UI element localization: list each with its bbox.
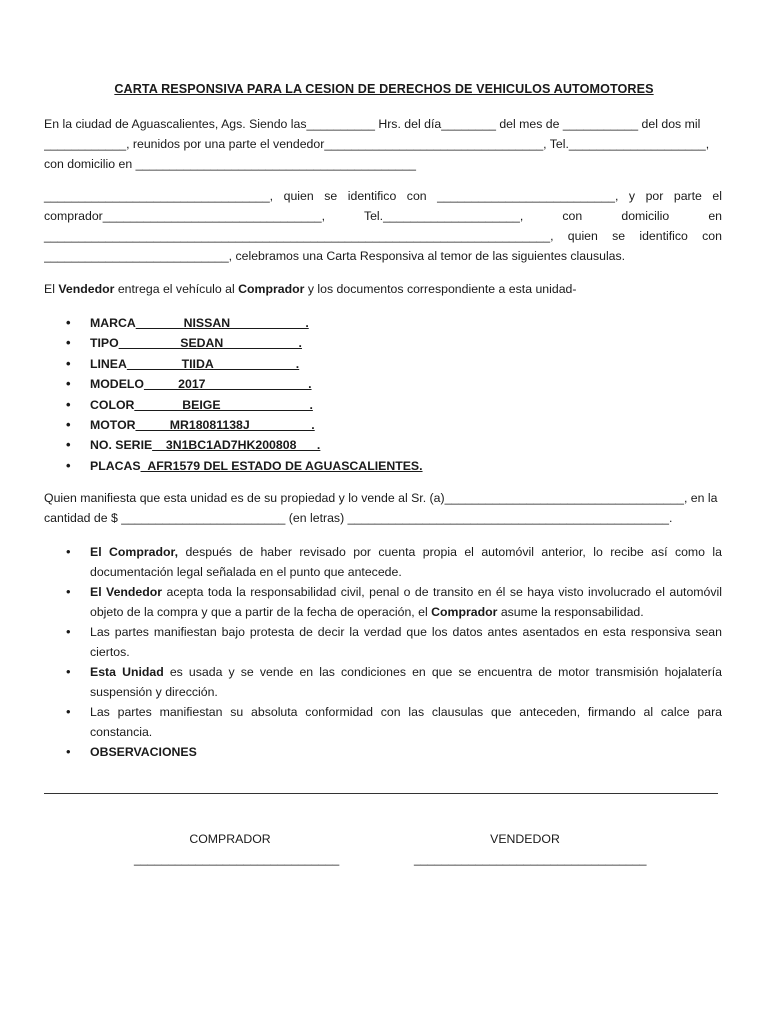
observaciones-rule [44, 793, 718, 794]
signature-vendedor [414, 829, 647, 869]
clause-2-bold-1: El Vendedor [90, 585, 163, 599]
spec-marca-value: _______NISSAN___________. [135, 316, 309, 330]
spec-tipo-label: TIPO [90, 336, 119, 351]
signature-vendedor-line: __________________________________ [414, 852, 647, 866]
signature-comprador-line: ______________________________ [134, 852, 340, 866]
clause-1-text: después de haber revisado por cuenta propia el automóvil anterior, lo recibe así como la documentación legal señalada en el punto que antecede. [90, 545, 722, 579]
spec-motor-value: _____MR18081138J_________. [135, 417, 315, 432]
intro-line-1: En la ciudad de Aguascalientes, Ags. Siendo las__________ Hrs. del día________ del mes de ___________ del dos mil [44, 117, 701, 131]
clause-2-text-2: asume la responsabilidad. [497, 605, 644, 619]
spec-modelo-label: MODELO [90, 377, 144, 392]
clause-veracidad [44, 622, 722, 662]
parties-line-2: comprador________________________________, Tel.____________________, con domicilio en [44, 209, 722, 223]
spec-placas-value: _AFR1579 DEL ESTADO DE AGUASCALIENTES. [140, 458, 423, 473]
spec-marca [44, 313, 722, 333]
clause-4-text: es usada y se vende en las condiciones en que se encuentra de motor transmisión hojalatería suspensión y dirección. [90, 665, 723, 699]
spec-color [44, 395, 722, 415]
spec-modelo-value: _____2017_______________. [143, 377, 312, 392]
clause-2-text-1: acepta toda la responsabilidad civil, penal o de transito en él se haya visto involucrado el automóvil objeto de la compra y que a partir de la fecha de operación, el [90, 585, 722, 619]
clause-3-text: Las partes manifiestan bajo protesta de decir la verdad que los datos antes asentados en esta responsiva sean ciertos. [90, 625, 722, 659]
clause-comprador [44, 542, 722, 582]
signature-vendedor-label: VENDEDOR [490, 832, 560, 846]
clause-5-text: Las partes manifiestan su absoluta conformidad con las clausulas que anteceden, firmando al calce para constancia. [90, 705, 722, 739]
parties-line-1: _________________________________, quien se identifico con __________________________, y por parte el [44, 189, 722, 203]
intro-line-3: con domicilio en _________________________________________ [44, 157, 416, 171]
document-title: CARTA RESPONSIVA PARA LA CESION DE DERECHOS DE VEHICULOS AUTOMOTORES [114, 82, 654, 96]
clause-1-bold: El Comprador, [90, 545, 179, 559]
sale-line-1: Quien manifiesta que esta unidad es de su propiedad y lo vende al Sr. (a)___________________________________, en la [44, 491, 718, 505]
spec-color-value: _______BEIGE_____________. [134, 397, 313, 412]
clause-observaciones [44, 742, 722, 762]
spec-serie-label: NO. SERIE [90, 438, 153, 453]
clause-vendedor [44, 582, 722, 622]
spec-motor [44, 415, 722, 435]
delivery-paragraph [44, 279, 722, 299]
signature-comprador-label: COMPRADOR [189, 832, 271, 846]
delivery-text-2: entrega el vehículo al [114, 282, 239, 296]
delivery-vendedor: Vendedor [58, 282, 115, 296]
intro-line-2: ____________, reunidos por una parte el vendedor________________________________, Tel.____________________, [44, 137, 710, 151]
spec-marca-label: MARCA [90, 316, 136, 330]
spec-placas-label: PLACAS [90, 458, 141, 473]
clause-4-bold: Esta Unidad [90, 665, 164, 679]
spec-tipo [44, 333, 722, 353]
spec-color-label: COLOR [90, 397, 135, 412]
spec-linea [44, 354, 722, 374]
spec-serie-value: __3N1BC1AD7HK200808___. [152, 438, 321, 453]
spec-tipo-value: _________SEDAN___________. [118, 336, 302, 351]
clause-unidad [44, 662, 722, 702]
delivery-text-1: El [44, 282, 59, 296]
sale-line-2: cantidad de $ ________________________ (en letras) _______________________________________________. [44, 511, 673, 525]
spec-motor-label: MOTOR [90, 417, 136, 432]
intro-paragraph [44, 114, 722, 174]
parties-line-4: ___________________________, celebramos una Carta Responsiva al temor de las siguientes clausulas. [44, 249, 626, 263]
parties-line-3: __________________________________________________________________________, quien se identifico con [44, 229, 722, 243]
sale-paragraph [44, 488, 722, 528]
spec-placas [44, 456, 722, 476]
signature-comprador [134, 829, 340, 869]
clause-2-bold-2: Comprador [431, 605, 498, 619]
parties-paragraph [44, 186, 722, 266]
spec-linea-value: ________TIIDA____________. [126, 356, 300, 371]
spec-modelo [44, 374, 722, 394]
vehicle-specs-list [44, 313, 722, 476]
spec-serie [44, 435, 722, 455]
delivery-comprador: Comprador [238, 282, 305, 296]
spec-linea-label: LINEA [90, 356, 127, 371]
delivery-text-3: y los documentos correspondiente a esta unidad- [304, 282, 577, 296]
clauses-list [44, 542, 722, 762]
clause-6-bold: OBSERVACIONES [90, 745, 197, 759]
clause-conformidad [44, 702, 722, 742]
